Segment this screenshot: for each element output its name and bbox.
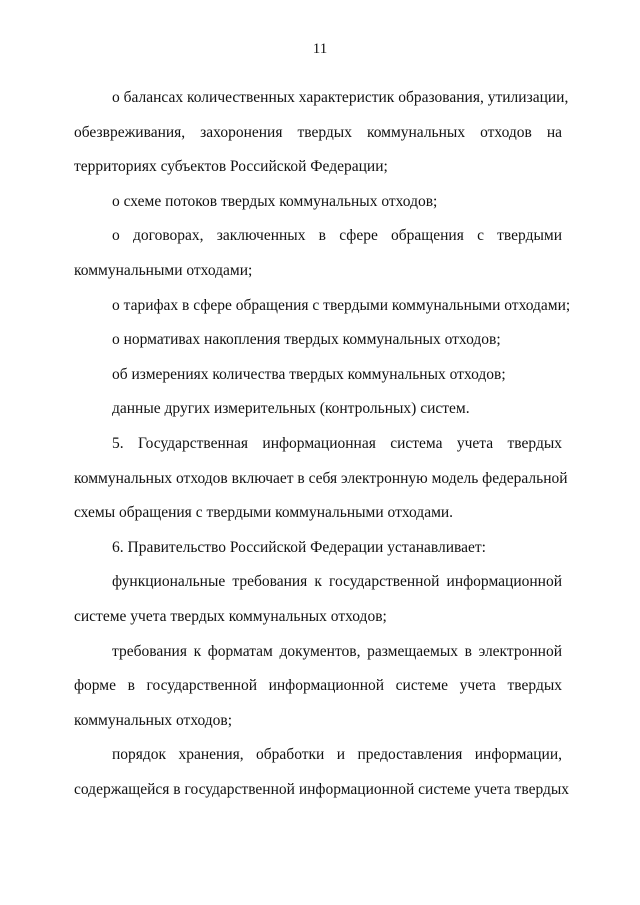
text-line: обезвреживания, захоронения твердых коммунальных отходов на — [74, 123, 562, 141]
paragraph-storage-procedure — [74, 738, 570, 807]
text-line: о балансах количественных характеристик образования, утилизации, — [112, 89, 569, 106]
text-line: о схеме потоков твердых коммунальных отходов; — [112, 192, 438, 210]
text-line: форме в государственной информационной системе учета твердых — [74, 677, 562, 695]
text-line: функциональные требования к государственной информационной — [112, 573, 562, 591]
text-line: 5. Государственная информационная система учета твердых — [112, 434, 562, 452]
paragraph-flow-scheme — [74, 185, 562, 220]
paragraph-balances — [74, 81, 569, 185]
text-line: о договорах, заключенных в сфере обращения с твердыми — [112, 227, 562, 245]
text-line: о тарифах в сфере обращения с твердыми коммунальными отходами; — [112, 296, 571, 314]
document-body — [74, 81, 571, 807]
text-line: о нормативах накопления твердых коммунальных отходов; — [112, 331, 501, 349]
text-line: коммунальных отходов включает в себя электронную модель федеральной — [74, 469, 568, 487]
text-line: схемы обращения с твердыми коммунальными отходами. — [74, 504, 454, 522]
paragraph-tariffs — [74, 289, 571, 324]
text-line: порядок хранения, обработки и предоставления информации, — [112, 746, 562, 764]
text-line: данные других измерительных (контрольных) систем. — [112, 400, 470, 418]
paragraph-norms — [74, 323, 562, 358]
text-line: системе учета твердых коммунальных отходов; — [74, 607, 387, 625]
paragraph-item-5 — [74, 427, 568, 531]
paragraph-other-systems — [74, 392, 562, 427]
text-line: коммунальных отходов; — [74, 711, 233, 729]
text-line: территориях субъектов Российской Федерации; — [74, 158, 388, 176]
text-line: 6. Правительство Российской Федерации устанавливает: — [112, 538, 486, 556]
paragraph-contracts — [74, 219, 562, 288]
text-line: содержащейся в государственной информационной системе учета твердых — [74, 780, 570, 798]
paragraph-functional-requirements — [74, 565, 562, 634]
text-line: коммунальными отходами; — [74, 261, 253, 279]
page-number: 11 — [312, 41, 328, 57]
paragraph-item-6 — [74, 531, 562, 566]
text-line: требования к форматам документов, размещаемых в электронной — [112, 642, 562, 660]
paragraph-measurements — [74, 358, 562, 393]
text-line: об измерениях количества твердых коммунальных отходов; — [112, 365, 506, 383]
paragraph-format-requirements — [74, 635, 562, 739]
